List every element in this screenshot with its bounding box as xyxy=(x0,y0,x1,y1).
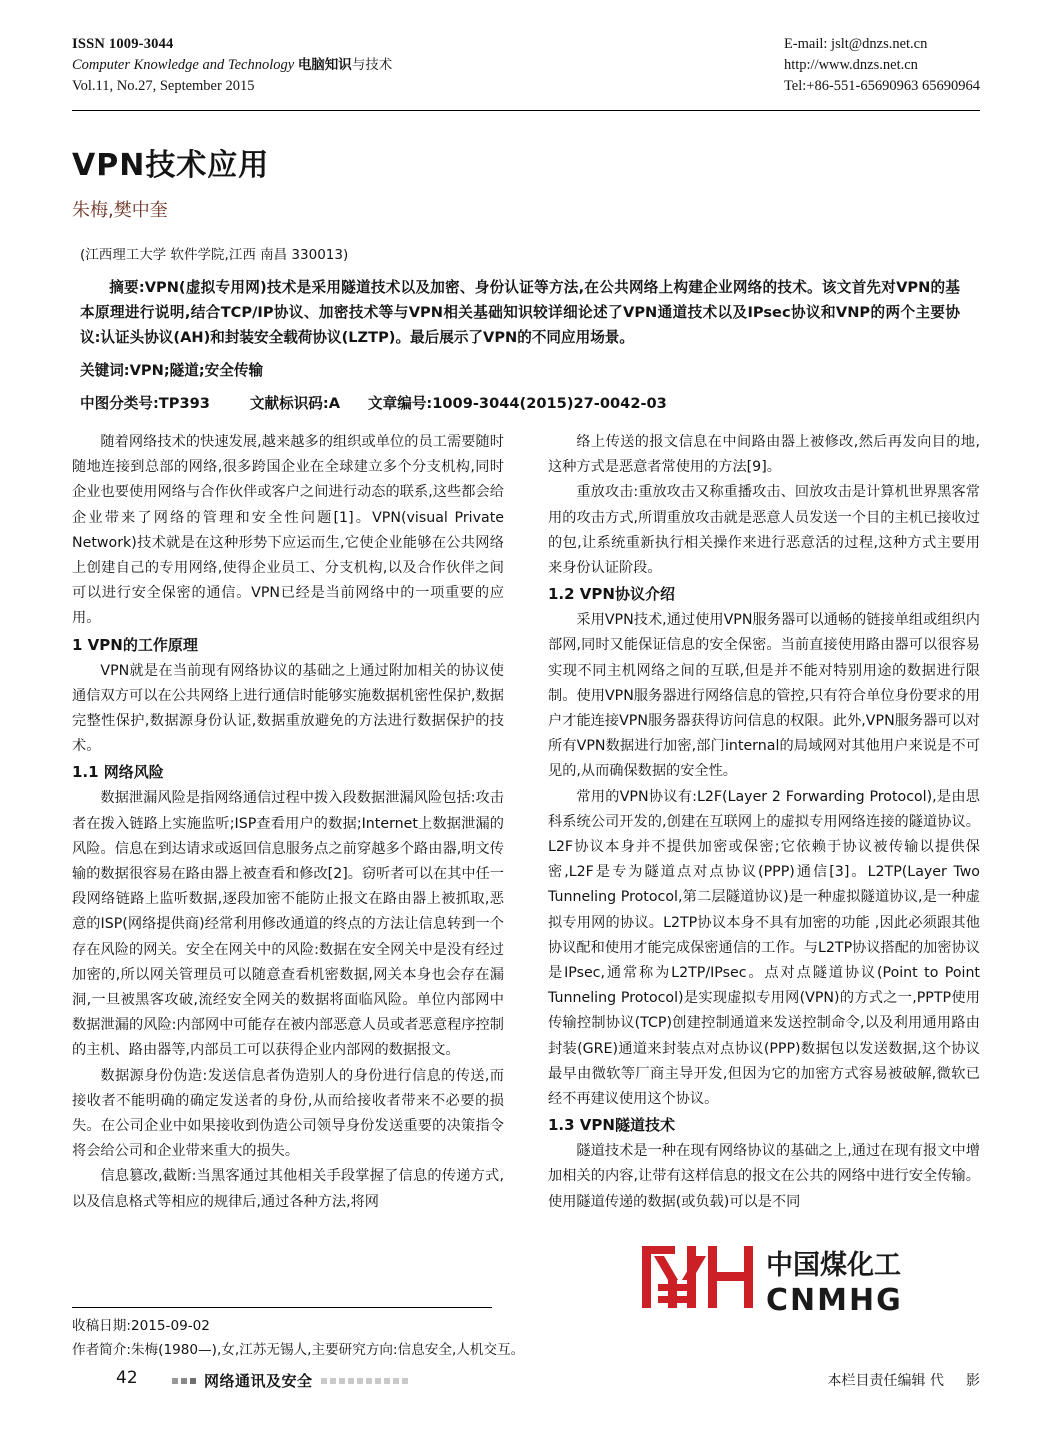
author-list: 朱梅,樊中奎 xyxy=(72,200,168,221)
header-divider xyxy=(72,110,980,111)
masthead-right xyxy=(784,34,980,97)
email-line: E-mail: jslt@dnzs.net.cn xyxy=(783,36,928,52)
affiliation: (江西理工大学 软件学院,江西 南昌 330013) xyxy=(80,247,349,263)
body-paragraph: VPN就是在当前现有网络协议的基础之上通过附加相关的协议使通信双方可以在公共网络上进行通信时能够实施数据机密性保护,数据完整性保护,数据源身份认证,数据重放避免的方法进行数据保护的技术。 xyxy=(72,662,504,755)
page-number: 42 xyxy=(116,1368,138,1388)
section-heading: 1 VPN的工作原理 xyxy=(72,635,198,654)
footnote-divider xyxy=(72,1307,492,1308)
footnotes xyxy=(72,1314,952,1362)
publisher-logo xyxy=(640,1240,940,1318)
masthead-left xyxy=(72,34,392,97)
journal-title-en: Computer Knowledge and Technology xyxy=(72,57,298,73)
journal-title-cn: 电脑知识 xyxy=(297,57,352,73)
cnmhg-logo-icon xyxy=(640,1240,940,1320)
abstract-text: 摘要:VPN(虚拟专用网)技术是采用隧道技术以及加密、身份认证等方法,在公共网络上构建企业网络的技术。该文首先对VPN的基本原理进行说明,结合TCP/IP协议、加密技术等与VPN相关基础知识较详细论述了VPN通道技术以及IPsec协议和VNP的两个主要协议:认证头协议(AH)和封装安全载荷协议(LZTP)。最后展示了VPN的不同应用场景。 xyxy=(80,279,960,346)
body-paragraph: 常用的VPN协议有:L2F(Layer 2 Forwarding Protocol),是由思科系统公司开发的,创建在互联网上的虚拟专用网络连接的隧道协议。L2F协议本身并不提供加密或保密;它依赖于协议被传输以提供保密,L2F是专为隧道点对点协议(PPP)通信[3]。L2TP(Layer Two Tunneling Protocol,第二层隧道协议)是一种虚拟隧道协议,是一种虚拟专用网的协议。L2TP协议本身不具有加密的功能 ,因此必须跟其他协议配和使用才能完成保密通信的工作。与L2TP协议搭配的加密协议是IPsec,通常称为L2TP/IPsec。点对点隧道协议(Point to Point Tunneling Protocol)是实现虚拟专用网(VPN)的方式之一,PPTP使用传输控制协议(TCP)创建控制通道来发送控制命令,以及利用通用路由封装(GRE)通道来封装点对点协议(PPP)数据包以发送数据,这个协议最早由微软等厂商主导开发,但因为它的加密方式容易被破解,微软已经不再建议使用这个协议。 xyxy=(548,788,980,1108)
journal-title-cn-suffix: 与技术 xyxy=(351,57,393,73)
issn-line: ISSN 1009-3044 xyxy=(72,36,174,52)
section-heading: 1.2 VPN协议介绍 xyxy=(548,585,675,604)
document-code: 文献标识码:A xyxy=(249,395,341,412)
footer-editor xyxy=(828,1370,980,1390)
dots-right-icon xyxy=(321,1378,408,1384)
section-heading: 1.1 网络风险 xyxy=(72,763,164,782)
dots-left-icon xyxy=(172,1378,196,1384)
body-paragraph: 采用VPN技术,通过使用VPN服务器可以通畅的链接单组或组织内部网,同时又能保证信息的安全保密。当前直接使用路由器可以很容易实现不同主机网络之间的互联,但是并不能对特别用途的数据进行限制。使用VPN服务器进行网络信息的管控,只有符合单位身份要求的用户才能连接VPN服务器获得访问信息的权限。此外,VPN服务器可以对所有VPN数据进行加密,部门internal的局域网对其他用户来说是不可见的,从而确保数据的安全性。 xyxy=(548,612,980,780)
svg-text:中国煤化工: 中国煤化工 xyxy=(766,1250,901,1281)
masthead xyxy=(72,34,980,108)
column-left xyxy=(72,430,504,1215)
classification-line xyxy=(80,391,960,416)
footer-section-label: 网络通讯及安全 xyxy=(204,1372,313,1390)
body-paragraph: 重放攻击:重放攻击又称重播攻击、回放攻击是计算机世界黑客常用的攻击方式,所谓重放攻击就是恶意人员发送一个目的主机已接收过的包,让系统重新执行相关操作来进行恶意活的过程,这种方式主要用来身份认证阶段。 xyxy=(548,484,980,577)
page-title: VPN技术应用 xyxy=(72,148,270,183)
body-paragraph: 数据源身份伪造:发送信息者伪造别人的身份进行信息的传送,而接收者不能明确的确定发送者的身份,从而给接收者带来不必要的损失。在公司企业中如果接收到伪造公司领导身份发送重要的决策指令将会给公司和企业带来重大的损失。 xyxy=(72,1067,504,1160)
journal-title-line xyxy=(72,55,392,76)
volume-line: Vol.11, No.27, September 2015 xyxy=(72,78,255,94)
body-paragraph: 随着网络技术的快速发展,越来越多的组织或单位的员工需要随时随地连接到总部的网络,很多跨国企业在全球建立多个分支机构,同时企业也要使用网络与合作伙伴或客户之间进行动态的联系,这些都会给企业带来了网络的管理和安全性问题[1]。VPN(visual Private Network)技术就是在这种形势下应运而生,它使企业能够在公共网络上创建自己的专用网络,使得企业员工、分支机构,以及合作伙伴之间可以进行安全保密的通信。VPN已经是当前网络中的一项重要的应用。 xyxy=(72,434,504,627)
author-bio: 作者简介:朱梅(1980—),女,江苏无锡人,主要研究方向:信息安全,人机交互。 xyxy=(72,1342,525,1358)
body-paragraph: 络上传送的报文信息在中间路由器上被修改,然后再发向目的地,这种方式是恶意者常使用的方法[9]。 xyxy=(548,434,980,476)
clc-number: 中图分类号:TP393 xyxy=(80,395,210,412)
editor-name: 影 xyxy=(966,1373,980,1389)
editor-label: 本栏目责任编辑 代 xyxy=(827,1373,944,1389)
body-paragraph: 信息篡改,截断:当黑客通过其他相关手段掌握了信息的传递方式,以及信息格式等相应的规律后,通过各种方法,将网 xyxy=(72,1168,504,1210)
footer-section-block xyxy=(172,1370,408,1391)
body-paragraph: 数据泄漏风险是指网络通信过程中拨入段数据泄漏风险包括:攻击者在拨入链路上实施监听;ISP查看用户的数据;Internet上数据泄漏的风险。信息在到达请求或返回信息服务点之前穿越多个路由器,明文传输的数据很容易在路由器上被查看和修改[2]。窃听者可以在其中任一段网络链路上监听数据,逐段加密不能防止报文在路由器上被抓取,恶意的ISP(网络提供商)经常利用修改通道的终点的方法让信息转到一个存在风险的网关。安全在网关中的风险:数据在安全网关中是没有经过加密的,所以网关管理员可以随意查看机密数据,网关本身也会存在漏洞,一旦被黑客攻破,流经安全网关的数据将面临风险。单位内部网中数据泄漏的风险:内部网中可能存在被内部恶意人员或者恶意程序控制的主机、路由器等,内部员工可以获得企业内部网的数据报文。 xyxy=(72,790,504,1059)
page-footer xyxy=(72,1366,980,1396)
body-columns xyxy=(72,430,980,1270)
abstract-block xyxy=(80,275,960,416)
section-heading: 1.3 VPN隧道技术 xyxy=(548,1116,675,1135)
tel-line: Tel:+86-551-65690963 65690964 xyxy=(783,78,980,94)
svg-text:CNMHG: CNMHG xyxy=(766,1283,903,1318)
website-line: http://www.dnzs.net.cn xyxy=(783,57,918,73)
received-date: 收稿日期:2015-09-02 xyxy=(72,1318,210,1334)
keywords: 关键词:VPN;隧道;安全传输 xyxy=(80,362,264,379)
article-id: 文章编号:1009-3044(2015)27-0042-03 xyxy=(368,395,667,412)
body-paragraph: 隧道技术是一种在现有网络协议的基础之上,通过在现有报文中增加相关的内容,让带有这样信息的报文在公共的网络中进行安全传输。使用隧道传递的数据(或负载)可以是不同 xyxy=(548,1143,980,1210)
column-right xyxy=(548,430,980,1215)
